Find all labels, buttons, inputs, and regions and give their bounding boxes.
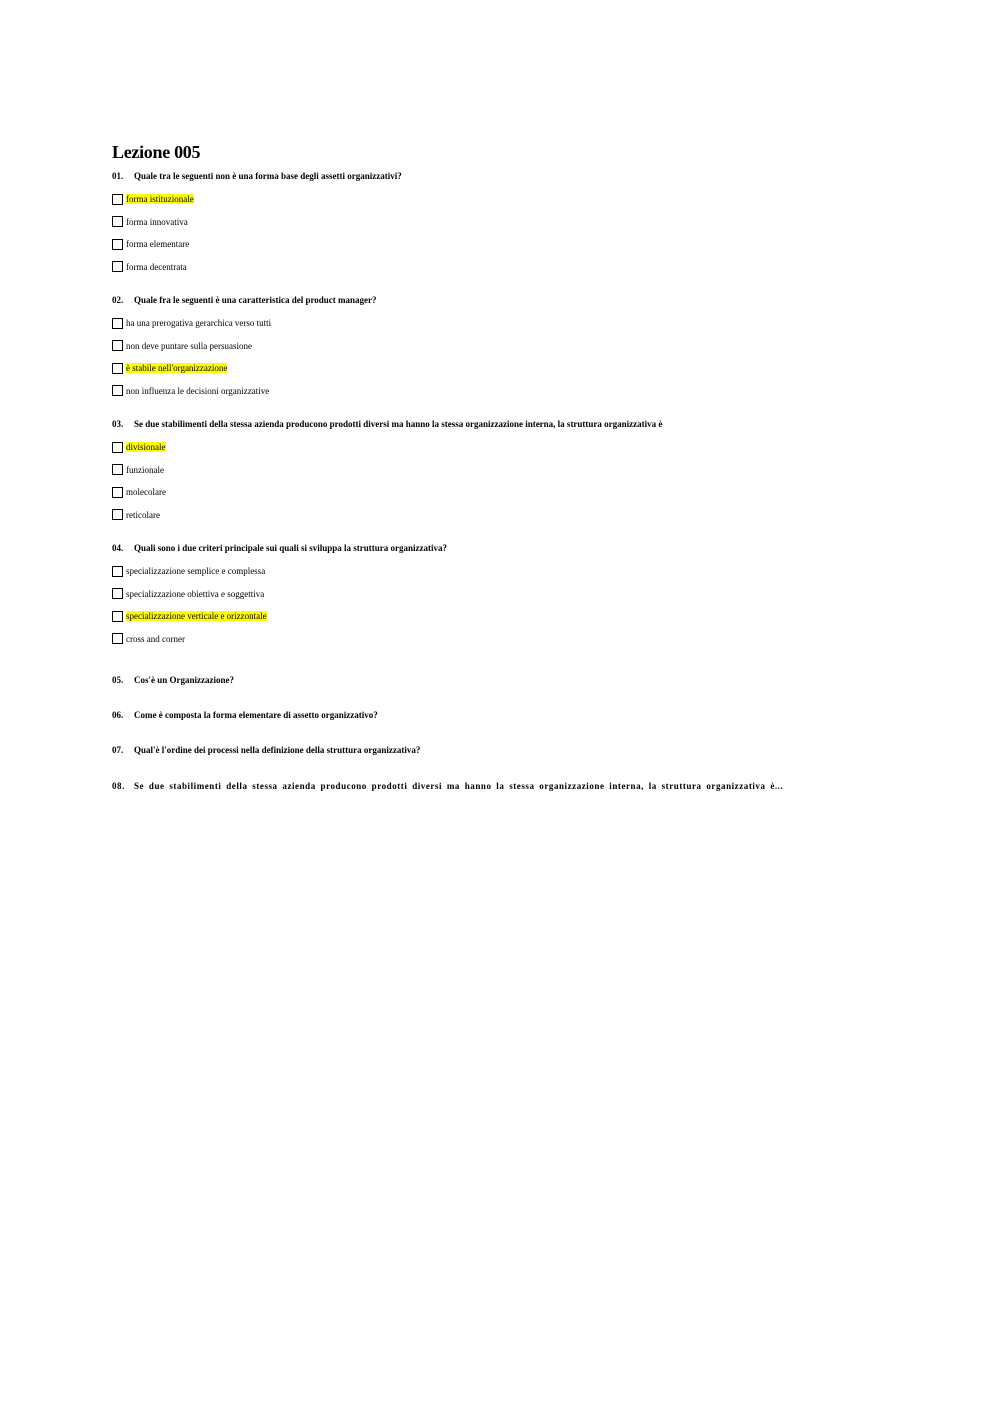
answer-option[interactable] xyxy=(112,560,892,583)
question-text xyxy=(112,294,892,306)
checkbox-icon[interactable] xyxy=(112,261,123,272)
checkbox-icon[interactable] xyxy=(112,363,123,374)
checkbox-icon[interactable] xyxy=(112,633,123,644)
question-number: 04. xyxy=(112,543,124,553)
document-page xyxy=(112,142,892,792)
checkbox-icon[interactable] xyxy=(112,194,123,205)
lesson-title: Lezione 005 xyxy=(112,142,201,162)
question-number: 01. xyxy=(112,171,124,181)
checkbox-icon[interactable] xyxy=(112,239,123,250)
answer-option[interactable] xyxy=(112,583,892,606)
question-label: Se due stabilimenti della stessa azienda producono prodotti diversi ma hanno la stessa organizzazione interna, la struttura organizzativa è xyxy=(134,419,663,429)
answer-label: ha una prerogativa gerarchica verso tutti xyxy=(126,318,272,329)
checkbox-icon[interactable] xyxy=(112,566,123,577)
checkbox-icon[interactable] xyxy=(112,385,123,396)
checkbox-icon[interactable] xyxy=(112,442,123,453)
question-block xyxy=(112,294,892,418)
answer-label: molecolare xyxy=(126,487,166,498)
answer-label: forma innovativa xyxy=(126,216,188,227)
question-number: 07. xyxy=(112,745,124,755)
answer-label: specializzazione verticale e orizzontale xyxy=(126,611,267,622)
question-label: Qual'è l'ordine dei processi nella definizione della struttura organizzativa? xyxy=(134,745,421,755)
answer-option[interactable] xyxy=(112,357,892,380)
question-label: Quale tra le seguenti non è una forma base degli assetti organizzativi? xyxy=(134,171,402,181)
question-label: Quali sono i due criteri principale sui quali si sviluppa la struttura organizzativa? xyxy=(134,543,448,553)
answer-option[interactable] xyxy=(112,188,892,211)
checkbox-icon[interactable] xyxy=(112,340,123,351)
question-text xyxy=(112,709,892,721)
answer-option[interactable] xyxy=(112,605,892,628)
answer-label: forma decentrata xyxy=(126,261,187,272)
answer-option[interactable] xyxy=(112,380,892,403)
question-text xyxy=(112,170,892,182)
question-label: Cos'è un Organizzazione? xyxy=(134,675,234,685)
checkbox-icon[interactable] xyxy=(112,611,123,622)
question-text xyxy=(112,542,892,554)
question-text xyxy=(112,780,892,792)
question-number: 08. xyxy=(112,781,125,791)
answer-label: funzionale xyxy=(126,464,164,475)
question-number: 03. xyxy=(112,419,124,429)
answer-label: non deve puntare sulla persuasione xyxy=(126,340,252,351)
question-label: Come è composta la forma elementare di assetto organizzativo? xyxy=(134,710,378,720)
answer-label: specializzazione semplice e complessa xyxy=(126,566,266,577)
answer-label: non influenza le decisioni organizzative xyxy=(126,385,270,396)
options-list xyxy=(112,436,892,526)
answer-label: cross and corner xyxy=(126,633,185,644)
checkbox-icon[interactable] xyxy=(112,588,123,599)
question-block xyxy=(112,170,892,294)
answer-option[interactable] xyxy=(112,233,892,256)
question-label: Quale fra le seguenti è una caratteristica del product manager? xyxy=(134,295,377,305)
answer-option[interactable] xyxy=(112,256,892,279)
question-number: 06. xyxy=(112,710,124,720)
question-text xyxy=(112,674,892,686)
options-list xyxy=(112,312,892,402)
answer-label: forma istituzionale xyxy=(126,194,194,205)
question-text xyxy=(112,744,892,756)
answer-label: specializzazione obiettiva e soggettiva xyxy=(126,588,265,599)
checkbox-icon[interactable] xyxy=(112,318,123,329)
checkbox-icon[interactable] xyxy=(112,487,123,498)
answer-option[interactable] xyxy=(112,436,892,459)
question-block xyxy=(112,418,892,542)
answer-option[interactable] xyxy=(112,628,892,651)
question-number: 02. xyxy=(112,295,124,305)
answer-option[interactable] xyxy=(112,459,892,482)
checkbox-icon[interactable] xyxy=(112,216,123,227)
answer-option[interactable] xyxy=(112,504,892,527)
answer-label: è stabile nell'organizzazione xyxy=(126,363,228,374)
answer-label: divisionale xyxy=(126,442,166,453)
answer-option[interactable] xyxy=(112,211,892,234)
question-block xyxy=(112,542,892,650)
options-list xyxy=(112,188,892,278)
answer-option[interactable] xyxy=(112,481,892,504)
answer-label: reticolare xyxy=(126,509,160,520)
question-number: 05. xyxy=(112,675,124,685)
checkbox-icon[interactable] xyxy=(112,509,123,520)
answer-option[interactable] xyxy=(112,335,892,358)
question-text xyxy=(112,418,892,430)
question-label: Se due stabilimenti della stessa azienda producono prodotti diversi ma hanno la stessa organizzazione interna, la struttura organizzativa è... xyxy=(134,781,784,791)
checkbox-icon[interactable] xyxy=(112,464,123,475)
answer-option[interactable] xyxy=(112,312,892,335)
options-list xyxy=(112,560,892,650)
answer-label: forma elementare xyxy=(126,239,190,250)
